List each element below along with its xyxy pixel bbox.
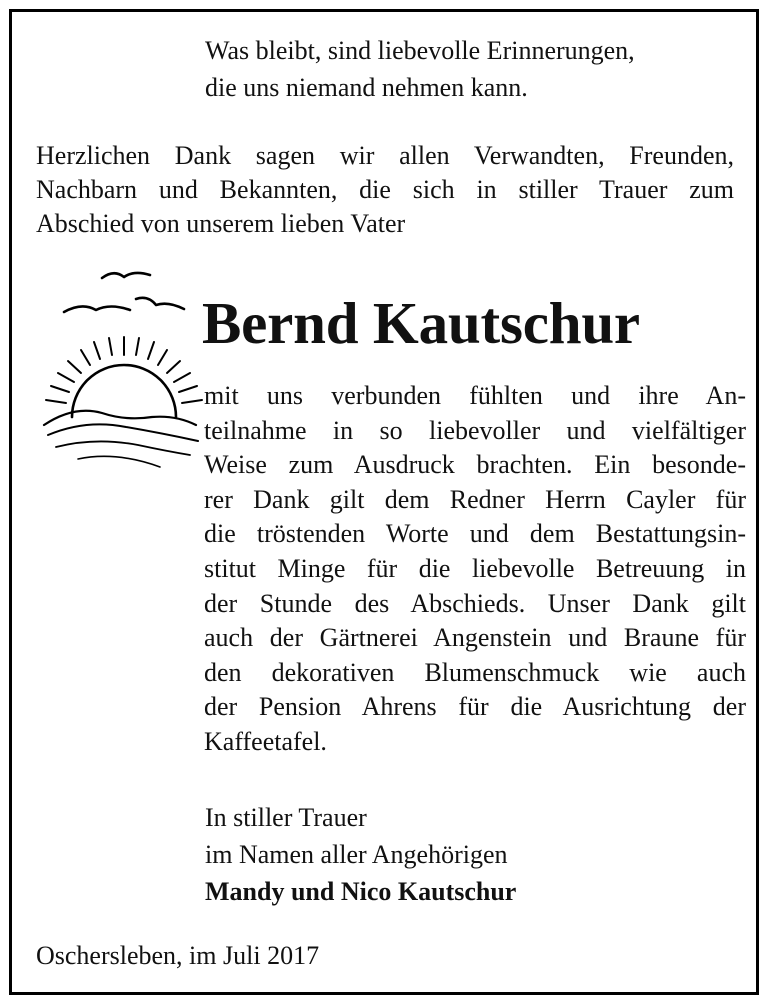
quote-line: die uns niemand nehmen kann. bbox=[205, 73, 528, 102]
closing-line: In stiller Trauer bbox=[205, 803, 367, 832]
closing-line: im Namen aller Angehörigen bbox=[205, 840, 508, 869]
body-line: rer Dank gilt dem Redner Herrn Cayler für bbox=[204, 484, 746, 514]
deceased-name: Bernd Kautschur bbox=[202, 290, 640, 356]
signers: Mandy und Nico Kautschur bbox=[205, 877, 517, 906]
body-line: stitut Minge für die liebevolle Betreuung in bbox=[204, 553, 746, 583]
memorial-quote bbox=[205, 32, 635, 106]
body-line: die tröstenden Worte und dem Bestattungsin- bbox=[204, 519, 746, 549]
place-date: Oschersleben, im Juli 2017 bbox=[36, 941, 320, 970]
thanks-line: Herzlichen Dank sagen wir allen Verwandten, Freunden, bbox=[36, 141, 734, 170]
closing-block bbox=[205, 799, 516, 910]
thanks-line: Abschied von unserem lieben Vater bbox=[36, 209, 406, 238]
body-line: Kaffeetafel. bbox=[204, 726, 327, 756]
body-line: auch der Gärtnerei Angenstein und Braune für bbox=[204, 623, 746, 653]
body-line: der Stunde des Abschieds. Unser Dank gilt bbox=[204, 588, 746, 618]
body-line: teilnahme in so liebevoller und vielfältiger bbox=[204, 415, 746, 445]
sunset-birds-icon bbox=[26, 255, 206, 475]
body-line: Weise zum Ausdruck brachten. Ein besonde- bbox=[204, 450, 746, 480]
quote-line: Was bleibt, sind liebevolle Erinnerungen, bbox=[205, 36, 635, 65]
body-line: mit uns verbunden fühlten und ihre An- bbox=[204, 381, 746, 410]
thanks-paragraph bbox=[36, 139, 734, 241]
body-paragraph bbox=[204, 379, 746, 760]
body-line: den dekorativen Blumenschmuck wie auch bbox=[204, 657, 746, 687]
thanks-line: Nachbarn und Bekannten, die sich in stiller Trauer zum bbox=[36, 175, 734, 204]
body-line: der Pension Ahrens für die Ausrichtung der bbox=[204, 692, 746, 722]
obituary-frame bbox=[9, 9, 759, 995]
